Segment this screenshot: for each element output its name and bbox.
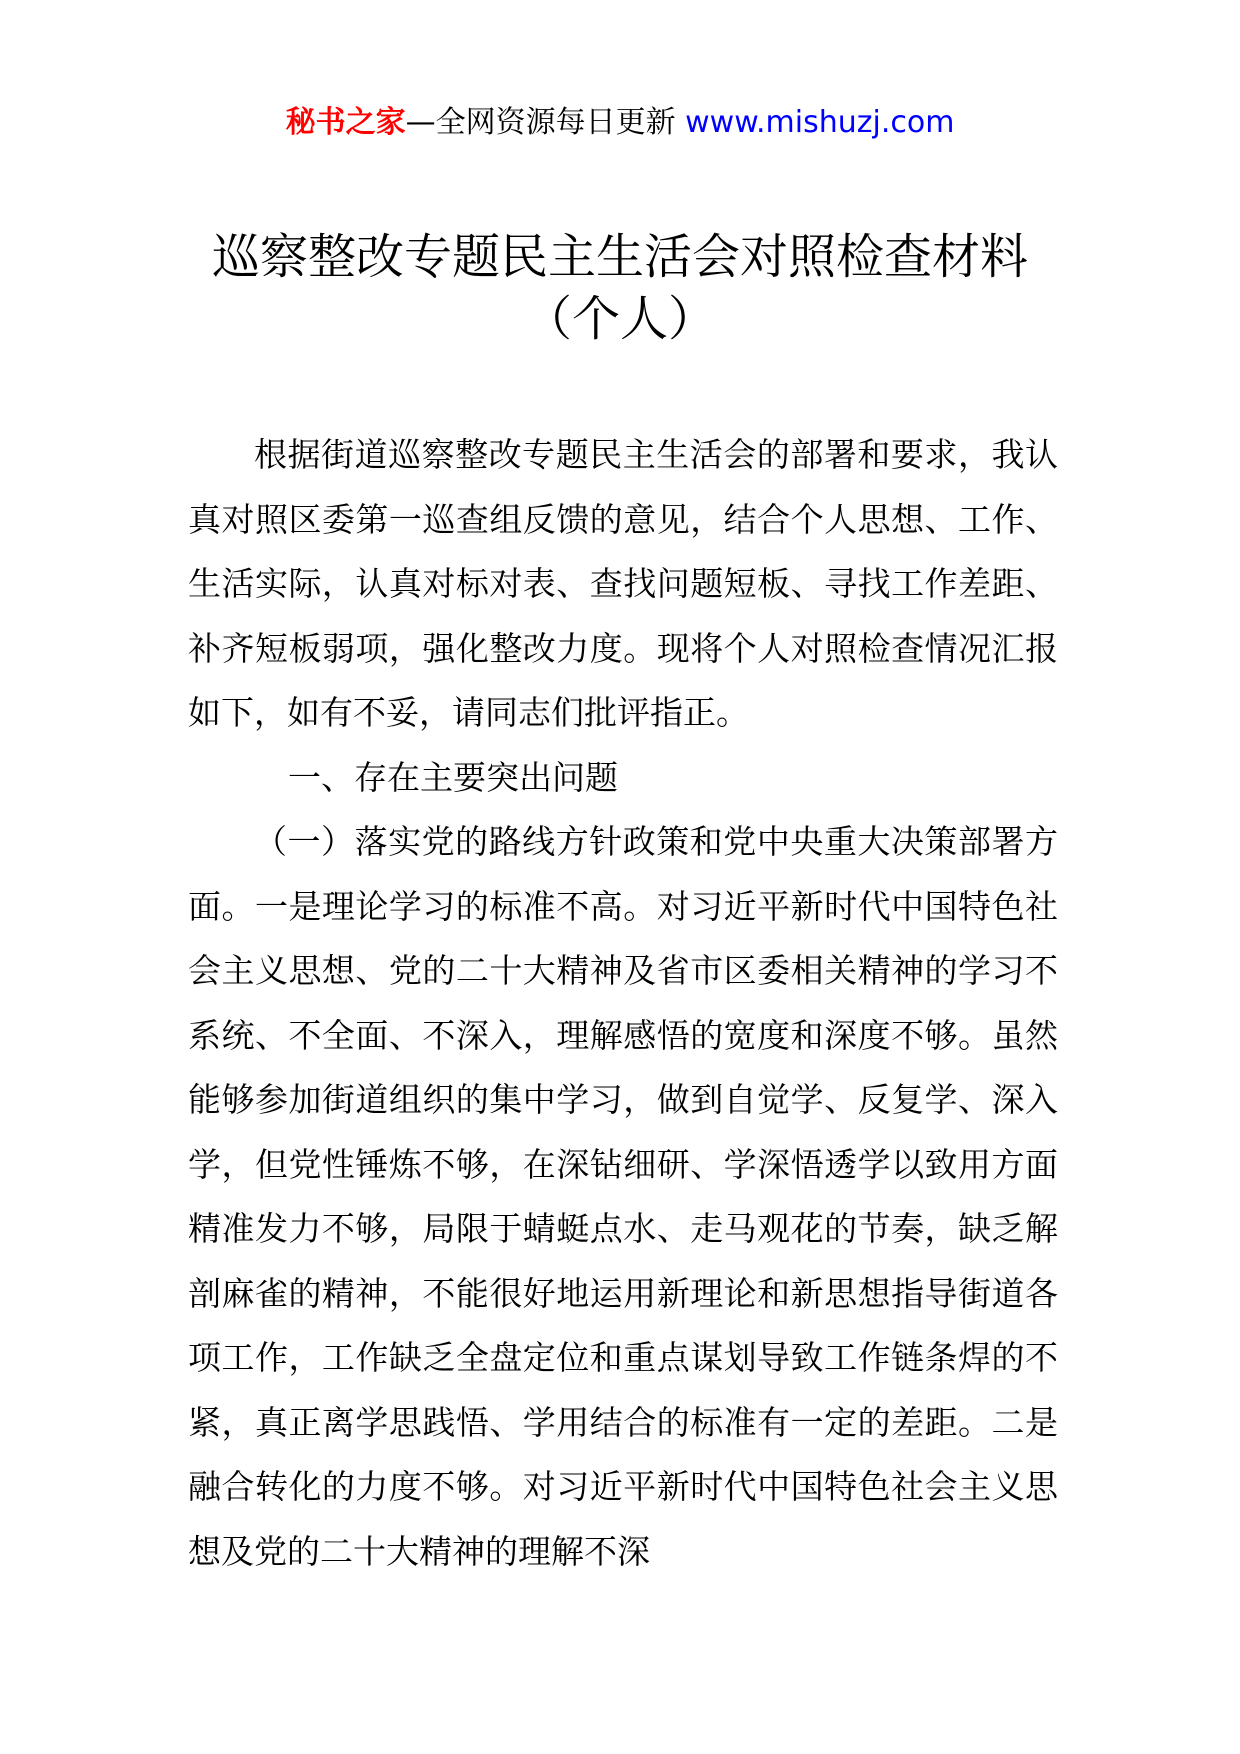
brand-name: 秘书之家 bbox=[285, 105, 406, 140]
subsection-paragraph-1: （一）落实党的路线方针政策和党中央重大决策部署方面。一是理论学习的标准不高。对习近平新时代中国特色社会主义思想、党的二十大精神及省市区委相关精神的学习不系统、不全面、不深入，理解感悟的宽度和深度不够。虽然能够参加街道组织的集中学习，做到自觉学、反复学、深入学，但党性锤炼不够，在深钻细研、学深悟透学以致用方面精准发力不够，局限于蜻蜓点水、走马观花的节奏，缺乏解剖麻雀的精神，不能很好地运用新理论和新思想指导街道各项工作，工作缺乏全盘定位和重点谋划导致工作链条焊的不紧，真正离学思践悟、学用结合的标准有一定的差距。二是融合转化的力度不够。对习近平新时代中国特色社会主义思想及党的二十大精神的理解不深 bbox=[188, 822, 1058, 1571]
site-tagline: —全网资源每日更新 bbox=[405, 105, 686, 140]
site-header bbox=[0, 100, 1240, 146]
document-title bbox=[0, 226, 1240, 350]
title-subtitle: （个人） bbox=[523, 291, 716, 347]
title-main: 巡察整改专题民主生活会对照检查材料 bbox=[211, 229, 1028, 285]
site-url-link[interactable]: www.mishuzj.com bbox=[685, 105, 955, 140]
section-heading-1: 一、存在主要突出问题 bbox=[288, 757, 618, 797]
document-body bbox=[188, 423, 1058, 1584]
intro-paragraph: 根据街道巡察整改专题民主生活会的部署和要求，我认真对照区委第一巡查组反馈的意见，结合个人思想、工作、生活实际，认真对标对表、查找问题短板、寻找工作差距、补齐短板弱项，强化整改力度。现将个人对照检查情况汇报如下，如有不妥，请同志们批评指正。 bbox=[188, 435, 1058, 732]
